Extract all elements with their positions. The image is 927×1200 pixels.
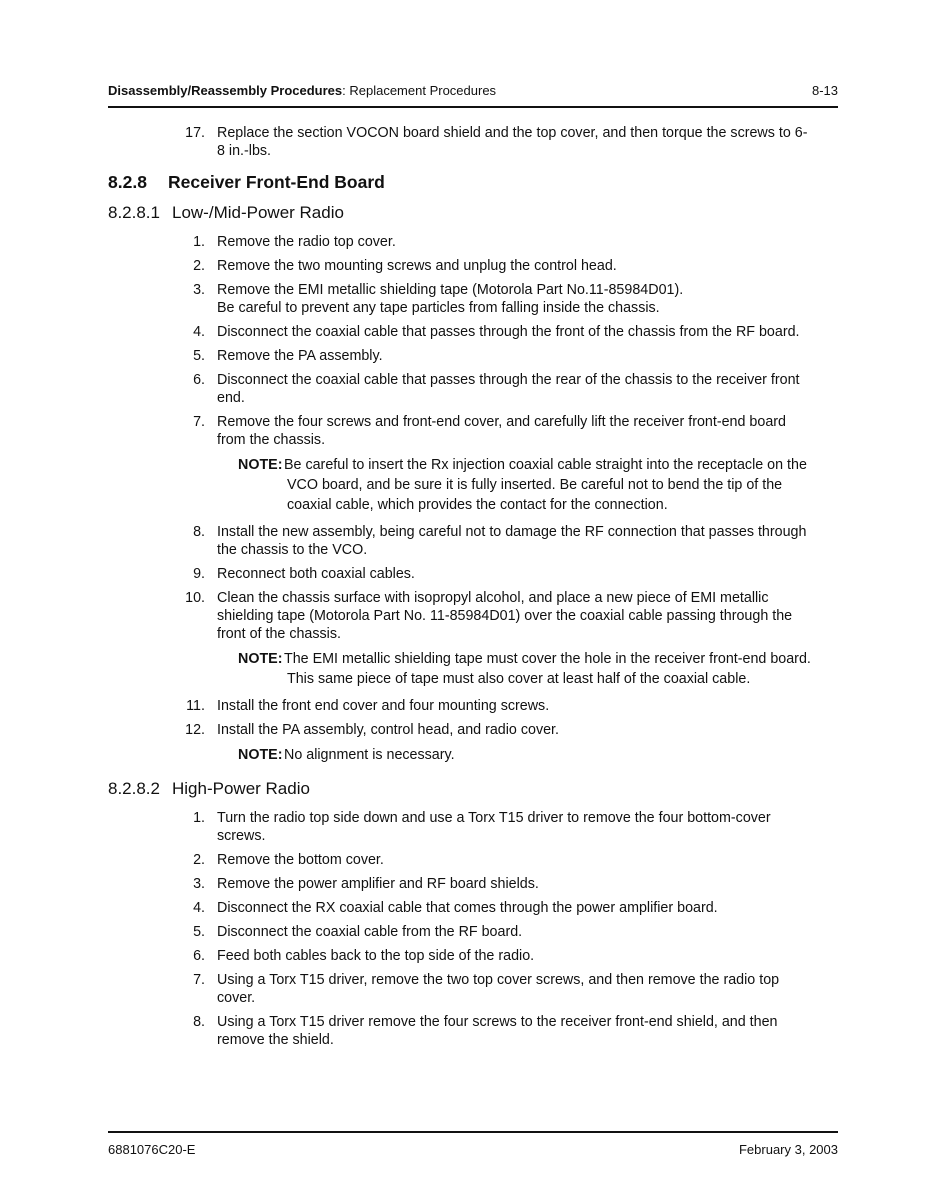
note-no-alignment: [108, 745, 838, 765]
step-number: 6.: [193, 372, 205, 388]
header-section-bold: Disassembly/Reassembly Procedures: [108, 83, 343, 98]
low-mid-step-12: [108, 721, 838, 739]
low-mid-step-3: [108, 281, 838, 317]
high-step-6: [108, 947, 838, 965]
step-text-line: remove the shield.: [217, 1032, 334, 1048]
low-mid-step-5: [108, 347, 838, 365]
header-section-rest: : Replacement Procedures: [342, 83, 497, 98]
note-text-line: VCO board, and be sure it is fully inserted. Be careful not to bend the tip of the: [287, 477, 783, 493]
step-text-line: the chassis to the VCO.: [217, 542, 368, 558]
step-text-line: Remove the radio top cover.: [217, 234, 396, 250]
note-text-line: This same piece of tape must also cover at least half of the coaxial cable.: [287, 671, 751, 687]
low-mid-step-10: [108, 589, 838, 643]
low-mid-step-8: [108, 523, 838, 559]
step-number: 12.: [185, 722, 205, 738]
note-text-line: The EMI metallic shielding tape must cover the hole in the receiver front-end board.: [284, 651, 811, 667]
step-number: 9.: [193, 566, 205, 582]
step-text-line: cover.: [217, 990, 256, 1006]
low-mid-step-11: [108, 697, 838, 715]
subsection-heading-low-mid: [108, 203, 838, 223]
step-number: 8.: [193, 1014, 205, 1030]
note-text-line: Be careful to insert the Rx injection coaxial cable straight into the receptacle on the: [284, 457, 807, 473]
step-text-line: 8 in.-lbs.: [217, 143, 272, 159]
subsection-title: High-Power Radio: [172, 779, 310, 798]
step-number: 7.: [193, 972, 205, 988]
step-number: 1.: [193, 810, 205, 826]
step-number: 10.: [185, 590, 205, 606]
subsection-title: Low-/Mid-Power Radio: [172, 203, 344, 222]
step-text-line: Reconnect both coaxial cables.: [217, 566, 415, 582]
step-number: 17.: [185, 125, 205, 141]
note-label: NOTE:: [238, 457, 283, 473]
step-text-line: from the chassis.: [217, 432, 326, 448]
step-text-line: Disconnect the coaxial cable that passes through the front of the chassis from the RF board.: [217, 324, 800, 340]
step-number: 8.: [193, 524, 205, 540]
low-mid-step-4: [108, 323, 838, 341]
high-step-8: [108, 1013, 838, 1049]
step-text-line: Turn the radio top side down and use a Torx T15 driver to remove the four bottom-cover: [217, 810, 771, 826]
step-text-line: Using a Torx T15 driver remove the four screws to the receiver front-end shield, and then: [217, 1014, 778, 1030]
section-number: 8.2.8: [108, 172, 147, 192]
step-text-line: Install the front end cover and four mounting screws.: [217, 698, 550, 714]
step-text-line: Install the new assembly, being careful not to damage the RF connection that passes through: [217, 524, 807, 540]
step-text-line: end.: [217, 390, 245, 406]
step-number: 5.: [193, 348, 205, 364]
step-text-line: Remove the power amplifier and RF board shields.: [217, 876, 539, 892]
step-number: 6.: [193, 948, 205, 964]
low-mid-step-6: [108, 371, 838, 407]
step-number: 11.: [186, 698, 205, 714]
section-heading: [108, 172, 838, 193]
step-text-line: Disconnect the coaxial cable that passes through the rear of the chassis to the receiver front: [217, 372, 800, 388]
low-mid-step-9: [108, 565, 838, 583]
step-text-line: Disconnect the coaxial cable from the RF board.: [217, 924, 523, 940]
step-number: 3.: [193, 282, 205, 298]
step-text-line: Disconnect the RX coaxial cable that comes through the power amplifier board.: [217, 900, 718, 916]
note-label: NOTE:: [238, 651, 283, 667]
subsection-number: 8.2.8.1: [108, 203, 160, 222]
step-text-line: Remove the bottom cover.: [217, 852, 384, 868]
page-content: [108, 124, 838, 1055]
step-number: 4.: [193, 900, 205, 916]
high-step-1: [108, 809, 838, 845]
low-mid-step-2: [108, 257, 838, 275]
header-page-number: 8-13: [811, 83, 838, 98]
header-section-title: [108, 83, 496, 98]
subsection-number: 8.2.8.2: [108, 779, 160, 798]
step-text-line: Clean the chassis surface with isopropyl alcohol, and place a new piece of EMI metallic: [217, 590, 769, 606]
step-number: 5.: [193, 924, 205, 940]
step-text-line: Using a Torx T15 driver, remove the two top cover screws, and then remove the radio top: [217, 972, 780, 988]
step-number: 3.: [193, 876, 205, 892]
footer-date: February 3, 2003: [738, 1142, 838, 1157]
note-emi-tape: [108, 649, 838, 689]
page-header: [108, 83, 838, 101]
step-text-line: shielding tape (Motorola Part No. 11-85984D01) over the coaxial cable passing through the: [217, 608, 793, 624]
high-step-7: [108, 971, 838, 1007]
step-text-line: Remove the two mounting screws and unplug the control head.: [217, 258, 617, 274]
step-text-line: Be careful to prevent any tape particles from falling inside the chassis.: [217, 300, 660, 316]
step-text-line: Feed both cables back to the top side of the radio.: [217, 948, 535, 964]
low-mid-step-1: [108, 233, 838, 251]
step-number: 4.: [193, 324, 205, 340]
step-text-line: front of the chassis.: [217, 626, 341, 642]
step-text-line: Remove the four screws and front-end cover, and carefully lift the receiver front-end board: [217, 414, 786, 430]
intro-step: [108, 124, 838, 160]
high-step-4: [108, 899, 838, 917]
footer-doc-number: 6881076C20-E: [108, 1142, 196, 1157]
high-step-3: [108, 875, 838, 893]
step-number: 1.: [193, 234, 205, 250]
high-step-5: [108, 923, 838, 941]
step-number: 7.: [193, 414, 205, 430]
section-title: Receiver Front-End Board: [168, 172, 385, 192]
note-text-line: coaxial cable, which provides the contact for the connection.: [287, 497, 668, 513]
step-text-line: Replace the section VOCON board shield and the top cover, and then torque the screws to 6-: [217, 125, 808, 141]
step-text-line: Remove the PA assembly.: [217, 348, 383, 364]
step-text-line: Install the PA assembly, control head, and radio cover.: [217, 722, 559, 738]
step-text-line: Remove the EMI metallic shielding tape (Motorola Part No.11-85984D01).: [217, 282, 684, 298]
step-number: 2.: [193, 852, 205, 868]
step-text-line: screws.: [217, 828, 266, 844]
note-text-line: No alignment is necessary.: [284, 747, 455, 763]
header-rule: [108, 106, 838, 108]
subsection-heading-high: [108, 779, 838, 799]
footer-rule: [108, 1131, 838, 1133]
note-rx-injection: [108, 455, 838, 515]
note-label: NOTE:: [238, 747, 283, 763]
low-mid-step-7: [108, 413, 838, 449]
step-number: 2.: [193, 258, 205, 274]
high-step-2: [108, 851, 838, 869]
